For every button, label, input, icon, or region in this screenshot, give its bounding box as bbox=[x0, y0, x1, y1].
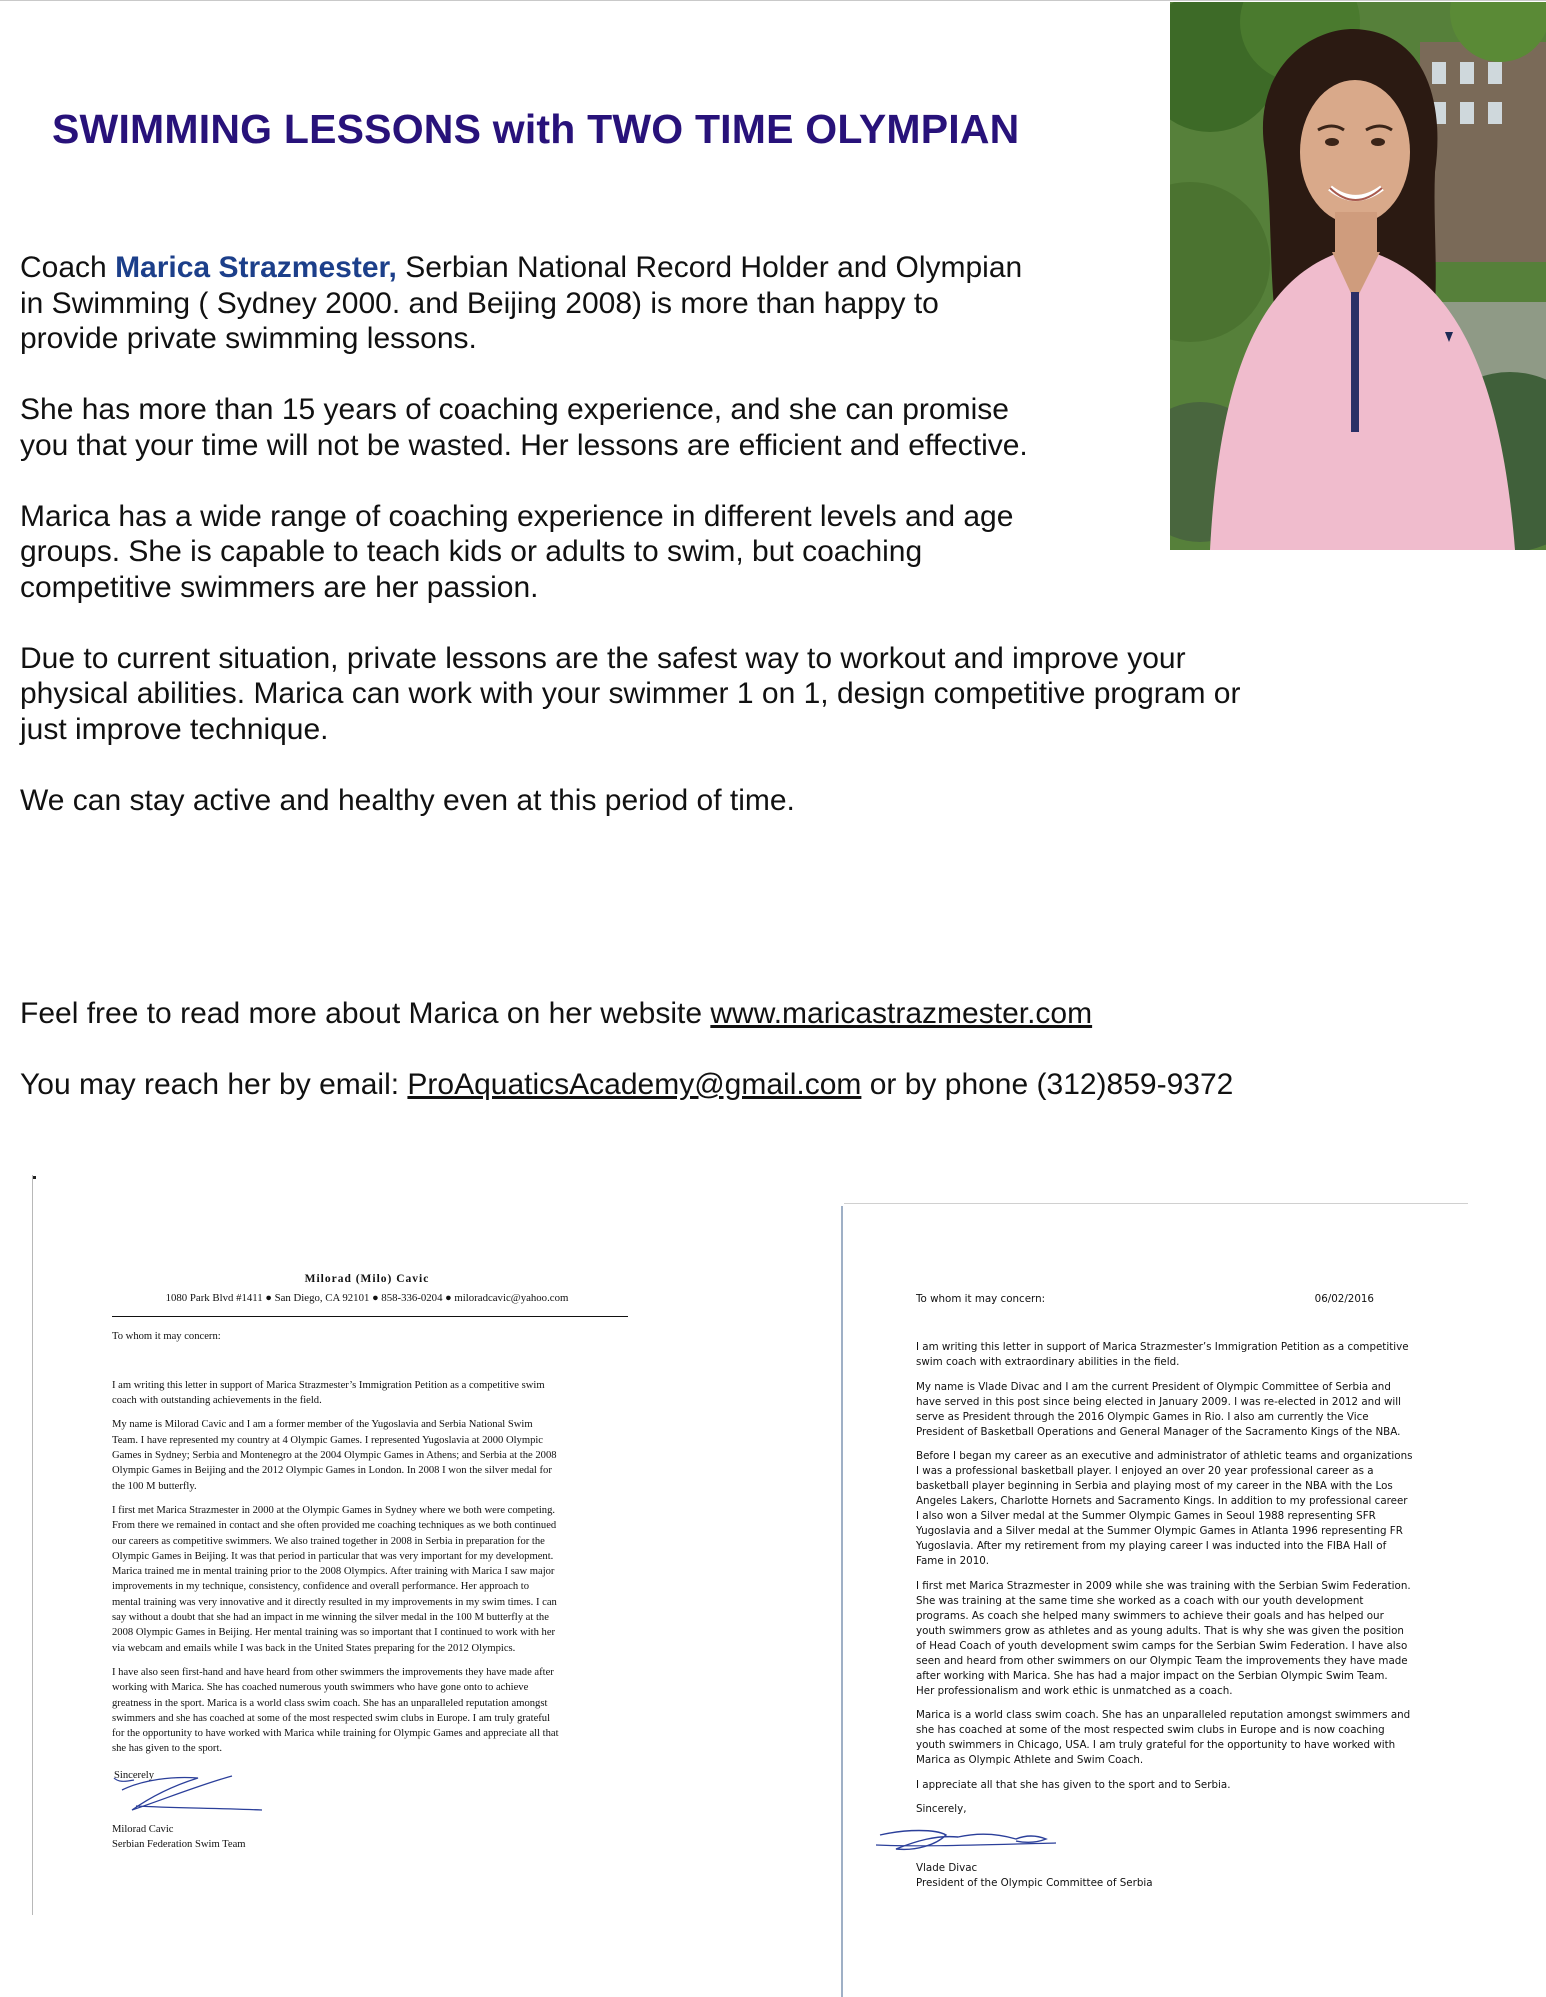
letter-scan-border bbox=[841, 1206, 843, 1997]
letter-line: 2008 Olympic Games in Beijing. Her mental training was so important that I continued to work with her bbox=[112, 1627, 556, 1639]
letter-line: mental training was very innovative and it directly resulted in my improvements in my swim times. I can bbox=[112, 1596, 557, 1608]
letter-line: Team. I have represented my country at 4 Olympic Games. I represented Yugoslavia at 2000 Olympic bbox=[112, 1434, 544, 1446]
letter-paragraph bbox=[916, 1449, 1413, 1569]
letter-line: coach with outstanding achievements in the field. bbox=[112, 1395, 322, 1407]
letter-line: My name is Milorad Cavic and I am a former member of the Yugoslavia and Serbia National Swim bbox=[112, 1419, 533, 1431]
closing: Sincerely bbox=[114, 1769, 155, 1781]
letter-paragraph bbox=[112, 1503, 632, 1656]
letter-line: Marica is a world class swim coach. She has an unparalleled reputation amongst swimmers and bbox=[916, 1709, 1411, 1721]
text-line: Due to current situation, private lessons are the safest way to workout and improve your bbox=[20, 641, 1186, 675]
page-title: SWIMMING LESSONS with TWO TIME OLYMPIAN bbox=[52, 106, 1020, 152]
letter-paragraph bbox=[916, 1778, 1396, 1793]
text-line bbox=[20, 250, 1400, 286]
letter-paragraph bbox=[916, 1340, 1409, 1370]
recommendation-letter-cavic bbox=[112, 1272, 632, 1852]
letter-line: I first met Marica Strazmester in 2009 while she was training with the Serbian Swim Federation. bbox=[916, 1579, 1411, 1592]
letter-line: Yugoslavia. After my retirement from my playing career I was inducted into the FIBA Hall of bbox=[916, 1540, 1387, 1552]
letter-line: Before I began my career as an executive and administrator of athletic teams and organizations bbox=[916, 1450, 1413, 1462]
letter-line: I have also seen first-hand and have heard from other swimmers the improvements they have made after bbox=[112, 1666, 554, 1678]
text-line: provide private swimming lessons. bbox=[20, 322, 477, 355]
text-line: She has more than 15 years of coaching experience, and she can promise bbox=[20, 393, 1009, 426]
letter-scan-border bbox=[844, 1203, 1468, 1204]
letter-line: I first met Marica Strazmester in 2000 at the Olympic Games in Sydney where we both were competing. bbox=[112, 1504, 556, 1516]
letter-line: My name is Vlade Divac and I am the current President of Olympic Committee of Serbia and bbox=[916, 1380, 1391, 1393]
flyer-body bbox=[20, 250, 1400, 854]
signature-image bbox=[112, 1766, 292, 1822]
scan-mark bbox=[33, 1176, 36, 1179]
salutation: To whom it may concern: bbox=[112, 1330, 221, 1342]
letter-line: via webcam and emails while I was back in the United States preparing for the 2012 Olympics. bbox=[112, 1642, 516, 1654]
letter-date: 06/02/2016 bbox=[1314, 1293, 1374, 1305]
signature-image bbox=[876, 1821, 1076, 1857]
letter-line: youth swimmers grow as athletes and as young adults. That is why she was given the position bbox=[916, 1624, 1404, 1637]
text-line: you that your time will not be wasted. Her lessons are efficient and effective. bbox=[20, 428, 1028, 462]
letter-line: she has given to the sport. bbox=[112, 1743, 223, 1755]
letter-line: I am writing this letter in support of Marica Strazmester’s Immigration Petition as a competitive swim bbox=[112, 1379, 545, 1391]
letter-line: Yugoslavia and a Silver medal at the Summer Olympic Games in Atlanta 1996 representing FR bbox=[916, 1525, 1403, 1537]
website-link[interactable]: www.maricastrazmester.com bbox=[710, 997, 1093, 1030]
letterhead-rule bbox=[112, 1316, 628, 1317]
letter-line: Games in Sydney; Serbia and Montenegro at the 2004 Olympic Games in Athens; and Serbia at the 2008 bbox=[112, 1450, 557, 1462]
text-line: groups. She is capable to teach kids or adults to swim, but coaching bbox=[20, 535, 923, 568]
letter-line: I also won a Silver medal at the Summer Olympic Games in Seoul 1988 representing SFR bbox=[916, 1510, 1376, 1522]
letter-line: greatness in the sport. Marica is a world class swim coach. She has an unparalleled reputation amongst bbox=[112, 1697, 548, 1709]
signer-name: Vlade Divac bbox=[916, 1862, 978, 1874]
letter-paragraph bbox=[916, 1579, 1411, 1699]
letter-line: From there we remained in contact and she often provided me coaching techniques as we both continued bbox=[112, 1520, 557, 1532]
letter-scan-border bbox=[32, 1175, 33, 1915]
letter-line: after working with Marica. She has had a major impact on the Serbian Olympic Swim Team. bbox=[916, 1669, 1388, 1682]
email-line bbox=[20, 1067, 1233, 1103]
letter-line: seen and heard from other swimmers on our Olympic Team the improvements they have made bbox=[916, 1654, 1408, 1667]
letter-line: of Head Coach of youth development swim camps for the Serbian Swim Federation. I have also bbox=[916, 1639, 1408, 1652]
experience-paragraph bbox=[20, 392, 1400, 463]
letter-line: for the opportunity to have worked with Marica while training for Olympic Games and appreciate all that bbox=[112, 1728, 559, 1740]
letter-line: working with Marica. She has coached numerous youth swimmers who have gone onto to achieve bbox=[112, 1682, 529, 1694]
letter-body bbox=[916, 1340, 1413, 1793]
letter-line: President of Basketball Operations and General Manager of the Sacramento Kings of the NBA. bbox=[916, 1425, 1401, 1438]
intro-paragraph bbox=[20, 250, 1400, 357]
letter-line: I am writing this letter in support of Marica Strazmester’s Immigration Petition as a competitive bbox=[916, 1341, 1409, 1353]
letter-line: have served in this post since being elected in January 2009. I was re-elected in 2012 and will bbox=[916, 1395, 1402, 1408]
letter-paragraph bbox=[112, 1665, 632, 1757]
letter-line: She was training at the same time she worked as a coach with our youth development bbox=[916, 1594, 1364, 1607]
letter-header bbox=[916, 1292, 1374, 1307]
letter-line: Olympic Games in Beijing. It was that period in particular that was very important for my development. bbox=[112, 1550, 554, 1562]
recommendation-letter-divac bbox=[916, 1292, 1413, 1891]
signer-title: President of the Olympic Committee of Serbia bbox=[916, 1877, 1153, 1889]
email-prefix: You may reach her by email: bbox=[20, 1068, 408, 1101]
closing-paragraph bbox=[20, 783, 1400, 819]
letter-paragraph bbox=[112, 1378, 632, 1409]
letter-paragraph bbox=[112, 1417, 632, 1493]
letter-body bbox=[112, 1378, 632, 1757]
letter-line: swimmers and she has coached at some of the most respected swim clubs in Europe. I am truly grateful bbox=[112, 1712, 551, 1724]
text-line: in Swimming ( Sydney 2000. and Beijing 2008) is more than happy to bbox=[20, 286, 939, 320]
text-line: just improve technique. bbox=[20, 712, 329, 746]
text-line: competitive swimmers are her passion. bbox=[20, 570, 539, 604]
letter-line: Fame in 2010. bbox=[916, 1555, 990, 1567]
coach-name: Marica Strazmester, bbox=[115, 251, 397, 284]
letter-line: the 100 M butterfly. bbox=[112, 1480, 197, 1492]
email-link[interactable]: ProAquaticsAcademy@gmail.com bbox=[407, 1068, 862, 1101]
signer-title: Serbian Federation Swim Team bbox=[112, 1839, 246, 1851]
text-line: physical abilities. Marica can work with your swimmer 1 on 1, design competitive program or bbox=[20, 677, 1241, 710]
letter-line: serve as President through the 2016 Olympic Games in Rio. I also am currently the Vice bbox=[916, 1410, 1369, 1423]
letter-line: swim coach with extraordinary abilities in the field. bbox=[916, 1356, 1180, 1368]
letter-line: youth swimmers in Chicago, USA. I am truly grateful for the opportunity to have worked with bbox=[916, 1739, 1396, 1751]
website-prefix: Feel free to read more about Marica on her website bbox=[20, 997, 711, 1030]
text-line: Marica has a wide range of coaching experience in different levels and age bbox=[20, 499, 1014, 533]
situation-paragraph bbox=[20, 641, 1400, 748]
letter-line: improvements in my technique, consistency, confidence and overall performance. Her approach to bbox=[112, 1581, 530, 1593]
signature-block bbox=[112, 1766, 632, 1822]
letter-line: programs. As coach she helped many swimmers to achieve their goals and has helped our bbox=[916, 1609, 1384, 1622]
text-fragment: Coach bbox=[20, 251, 116, 284]
letter-line: Marica as Olympic Athlete and Swim Coach. bbox=[916, 1754, 1144, 1766]
text-line: We can stay active and healthy even at this period of time. bbox=[20, 783, 795, 817]
website-line bbox=[20, 996, 1233, 1032]
letterhead-address: 1080 Park Blvd #1411 ● San Diego, CA 92101 ● 858-336-0204 ● miloradcavic@yahoo.com bbox=[165, 1292, 569, 1305]
range-paragraph bbox=[20, 499, 1400, 606]
letter-line: I was a professional basketball player. I enjoyed an over 20 year professional career as a bbox=[916, 1465, 1374, 1477]
letter-line: Her professionalism and work ethic is unmatched as a coach. bbox=[916, 1684, 1233, 1697]
letter-line: Angeles Lakers, Charlotte Hornets and Sacramento Kings. In addition to my professional career bbox=[916, 1495, 1408, 1507]
signer-name: Milorad Cavic bbox=[112, 1823, 174, 1835]
letterhead-name: Milorad (Milo) Cavic bbox=[304, 1273, 430, 1285]
letter-paragraph bbox=[916, 1708, 1411, 1768]
closing: Sincerely, bbox=[916, 1803, 967, 1815]
letter-line: say without a doubt that she had an impact in me winning the silver medal in the 100 M butterfly at the bbox=[112, 1612, 549, 1624]
letter-paragraph bbox=[916, 1380, 1402, 1440]
letter-line: Marica trained me in mental training prior to the 2008 Olympics. After training with Marica I saw major bbox=[112, 1566, 555, 1578]
letter-line: she has coached at some of the most respected swim clubs in Europe and is now coaching bbox=[916, 1724, 1385, 1736]
letter-line: I appreciate all that she has given to the sport and to Serbia. bbox=[916, 1778, 1231, 1791]
letter-line: our careers as competitive swimmers. We also trained together in 2008 in Serbia in preparation for the bbox=[112, 1535, 545, 1547]
text-fragment: Serbian National Record Holder and Olympian bbox=[396, 251, 1023, 284]
phone-text: or by phone (312)859-9372 bbox=[861, 1068, 1234, 1101]
salutation: To whom it may concern: bbox=[916, 1293, 1046, 1305]
letter-line: Olympic Games in Beijing and the 2012 Olympic Games in London. In 2008 I won the silver medal for bbox=[112, 1465, 552, 1477]
contact-section bbox=[20, 996, 1233, 1138]
top-border bbox=[0, 0, 1546, 1]
letter-line: basketball player beginning in Serbia and playing most of my career in the NBA with the Los bbox=[916, 1480, 1393, 1492]
